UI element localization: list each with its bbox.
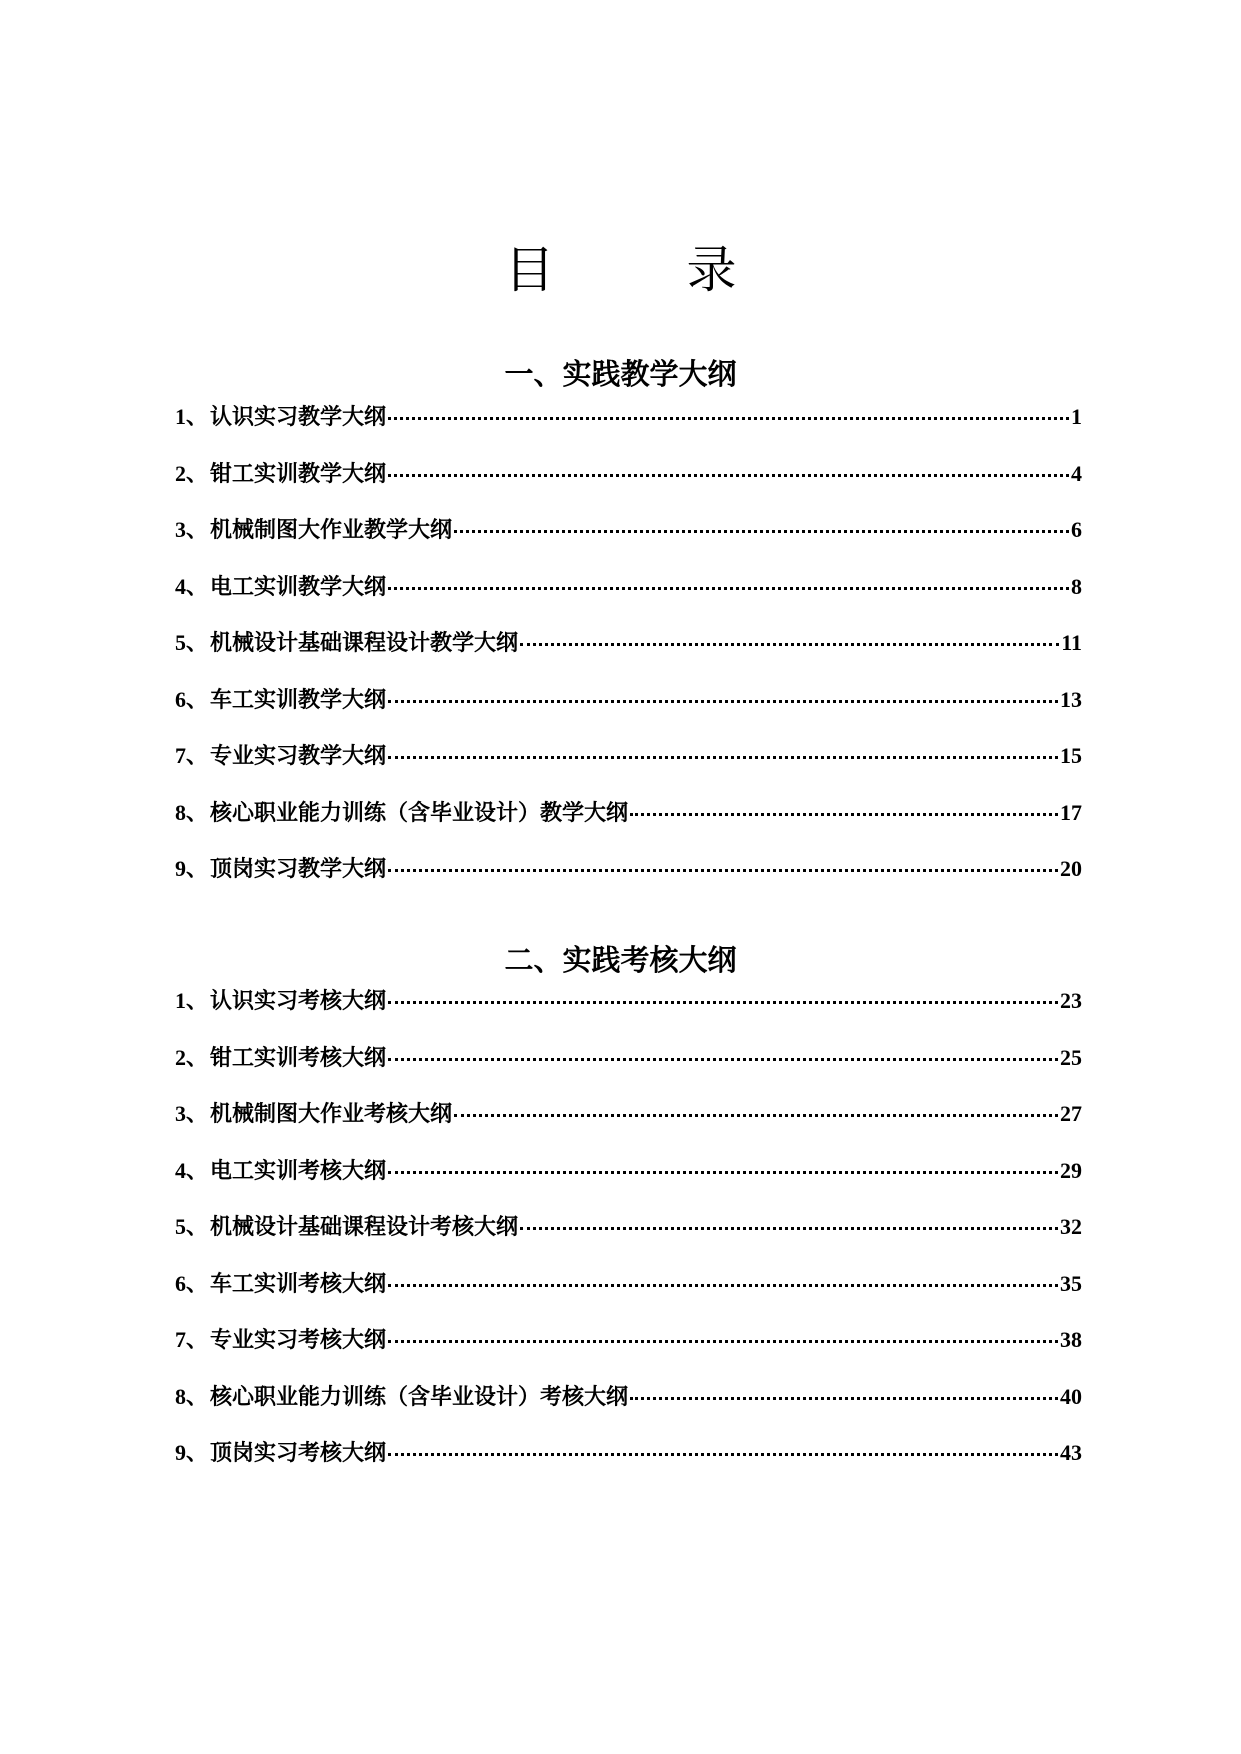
toc-list-assessment bbox=[175, 987, 1082, 1496]
toc-entry[interactable] bbox=[175, 1044, 1082, 1101]
toc-entry-title: 机械制图大作业考核大纲 bbox=[210, 1102, 453, 1127]
toc-entry-number: 5 bbox=[175, 630, 186, 655]
toc-entry-separator: 、 bbox=[186, 1215, 209, 1240]
toc-entry-page: 1 bbox=[1071, 404, 1082, 429]
toc-entry-page: 43 bbox=[1060, 1440, 1082, 1465]
toc-entry-number: 1 bbox=[175, 404, 186, 429]
dot-leader bbox=[388, 1058, 1058, 1061]
toc-entry-title: 顶岗实习教学大纲 bbox=[210, 857, 387, 882]
toc-entry-title: 机械设计基础课程设计考核大纲 bbox=[210, 1215, 519, 1240]
dot-leader bbox=[520, 643, 1059, 646]
toc-entry-title: 认识实习教学大纲 bbox=[210, 405, 387, 430]
toc-entry-page: 11 bbox=[1061, 630, 1082, 655]
toc-entry-title: 电工实训考核大纲 bbox=[210, 1158, 387, 1184]
dot-leader bbox=[388, 1453, 1058, 1456]
dot-leader bbox=[388, 869, 1058, 872]
toc-entry-separator: 、 bbox=[186, 1158, 209, 1184]
toc-entry-page: 13 bbox=[1060, 686, 1082, 712]
toc-entry-page: 6 bbox=[1071, 517, 1082, 542]
toc-entry[interactable] bbox=[175, 855, 1082, 912]
toc-entry[interactable] bbox=[175, 1100, 1082, 1157]
toc-entry[interactable] bbox=[175, 686, 1082, 743]
toc-entry-title: 钳工实训考核大纲 bbox=[210, 1045, 387, 1071]
toc-entry-separator: 、 bbox=[186, 1441, 209, 1466]
toc-entry-separator: 、 bbox=[186, 1102, 209, 1127]
dot-leader bbox=[388, 1284, 1058, 1287]
toc-entry-title: 机械设计基础课程设计教学大纲 bbox=[210, 631, 519, 656]
toc-entry[interactable] bbox=[175, 629, 1082, 686]
page-title: 目 录 bbox=[504, 240, 795, 299]
toc-entry-page: 23 bbox=[1060, 988, 1082, 1013]
toc-entry-separator: 、 bbox=[186, 518, 209, 543]
toc-entry-number: 9 bbox=[175, 1440, 186, 1465]
toc-entry-number: 7 bbox=[175, 743, 186, 768]
toc-entry-page: 17 bbox=[1060, 799, 1082, 825]
dot-leader bbox=[454, 1114, 1058, 1117]
toc-entry-title: 顶岗实习考核大纲 bbox=[210, 1441, 387, 1466]
dot-leader bbox=[388, 417, 1069, 420]
toc-entry-separator: 、 bbox=[186, 574, 209, 600]
toc-entry-separator: 、 bbox=[186, 687, 209, 713]
toc-entry-separator: 、 bbox=[186, 857, 209, 882]
toc-entry-number: 9 bbox=[175, 856, 186, 881]
toc-entry-number: 6 bbox=[175, 1270, 186, 1296]
toc-entry-number: 1 bbox=[175, 988, 186, 1013]
toc-entry-page: 15 bbox=[1060, 743, 1082, 768]
dot-leader bbox=[388, 700, 1058, 703]
toc-entry-page: 25 bbox=[1060, 1044, 1082, 1070]
toc-entry[interactable] bbox=[175, 742, 1082, 799]
toc-entry[interactable] bbox=[175, 1213, 1082, 1270]
toc-entry[interactable] bbox=[175, 1157, 1082, 1214]
toc-entry-page: 32 bbox=[1060, 1214, 1082, 1239]
toc-entry-title: 专业实习教学大纲 bbox=[210, 744, 387, 769]
toc-entry-page: 29 bbox=[1060, 1157, 1082, 1183]
toc-entry-page: 27 bbox=[1060, 1101, 1082, 1126]
toc-entry-separator: 、 bbox=[186, 405, 209, 430]
dot-leader bbox=[630, 813, 1058, 816]
toc-entry-separator: 、 bbox=[186, 1271, 209, 1297]
toc-entry[interactable] bbox=[175, 1326, 1082, 1383]
toc-entry-separator: 、 bbox=[186, 1328, 209, 1353]
toc-entry-page: 40 bbox=[1060, 1383, 1082, 1409]
toc-entry-title: 核心职业能力训练（含毕业设计）教学大纲 bbox=[210, 800, 629, 826]
toc-entry-number: 7 bbox=[175, 1327, 186, 1352]
toc-entry-page: 4 bbox=[1071, 460, 1082, 486]
section-heading-teaching: 一、实践教学大纲 bbox=[504, 357, 737, 392]
toc-entry[interactable] bbox=[175, 1270, 1082, 1327]
toc-entry-separator: 、 bbox=[186, 744, 209, 769]
toc-entry-number: 6 bbox=[175, 686, 186, 712]
toc-entry[interactable] bbox=[175, 1383, 1082, 1440]
toc-entry-title: 机械制图大作业教学大纲 bbox=[210, 518, 453, 543]
toc-entry-separator: 、 bbox=[186, 631, 209, 656]
toc-entry[interactable] bbox=[175, 460, 1082, 517]
toc-entry-separator: 、 bbox=[186, 1045, 209, 1071]
toc-entry-separator: 、 bbox=[186, 800, 209, 826]
toc-entry-separator: 、 bbox=[186, 989, 209, 1014]
dot-leader bbox=[388, 1171, 1058, 1174]
dot-leader bbox=[388, 1340, 1058, 1343]
dot-leader bbox=[630, 1397, 1058, 1400]
toc-entry[interactable] bbox=[175, 799, 1082, 856]
toc-entry-title: 核心职业能力训练（含毕业设计）考核大纲 bbox=[210, 1384, 629, 1410]
dot-leader bbox=[388, 1001, 1058, 1004]
toc-entry-page: 35 bbox=[1060, 1270, 1082, 1296]
toc-entry-title: 认识实习考核大纲 bbox=[210, 989, 387, 1014]
toc-entry-number: 2 bbox=[175, 1044, 186, 1070]
toc-entry-title: 钳工实训教学大纲 bbox=[210, 461, 387, 487]
toc-entry-number: 8 bbox=[175, 799, 186, 825]
toc-entry[interactable] bbox=[175, 987, 1082, 1044]
toc-entry[interactable] bbox=[175, 573, 1082, 630]
toc-entry-page: 8 bbox=[1071, 573, 1082, 599]
toc-entry[interactable] bbox=[175, 403, 1082, 460]
toc-entry-title: 专业实习考核大纲 bbox=[210, 1328, 387, 1353]
section-heading-assessment: 二、实践考核大纲 bbox=[504, 943, 737, 978]
dot-leader bbox=[388, 587, 1069, 590]
toc-entry-page: 38 bbox=[1060, 1327, 1082, 1352]
toc-entry-number: 5 bbox=[175, 1214, 186, 1239]
toc-entry-number: 4 bbox=[175, 1157, 186, 1183]
toc-entry-number: 3 bbox=[175, 1101, 186, 1126]
toc-entry-title: 电工实训教学大纲 bbox=[210, 574, 387, 600]
toc-list-teaching bbox=[175, 403, 1082, 912]
toc-entry-number: 8 bbox=[175, 1383, 186, 1409]
toc-entry-number: 2 bbox=[175, 460, 186, 486]
dot-leader bbox=[388, 756, 1058, 759]
toc-entry-title: 车工实训教学大纲 bbox=[210, 687, 387, 713]
toc-entry-title: 车工实训考核大纲 bbox=[210, 1271, 387, 1297]
toc-entry-separator: 、 bbox=[186, 1384, 209, 1410]
toc-entry-number: 3 bbox=[175, 517, 186, 542]
dot-leader bbox=[520, 1227, 1058, 1230]
toc-entry[interactable] bbox=[175, 516, 1082, 573]
toc-entry[interactable] bbox=[175, 1439, 1082, 1496]
toc-entry-separator: 、 bbox=[186, 461, 209, 487]
dot-leader bbox=[388, 474, 1069, 477]
toc-entry-number: 4 bbox=[175, 573, 186, 599]
toc-entry-page: 20 bbox=[1060, 856, 1082, 881]
dot-leader bbox=[454, 530, 1069, 533]
